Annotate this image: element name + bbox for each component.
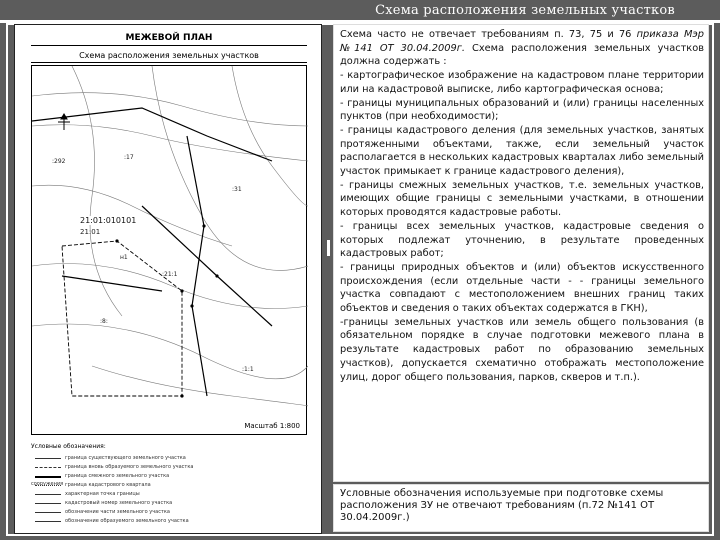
map-label: :31 [232, 186, 242, 193]
map-scale: Масштаб 1:800 [244, 422, 300, 430]
map-legend [31, 443, 307, 527]
panel-divider [327, 240, 330, 256]
legend-title: Условные обозначения: [31, 443, 106, 450]
legend-tag: сооружения [31, 481, 64, 487]
intro-paragraph: Схема часто не отвечает требованиям п. 73, 75 и 76 приказа Мэр №141 ОТ 30.04.2009г. Схема расположения земельных участков должна содержать : [340, 29, 704, 68]
map-label: :21:1 [162, 271, 178, 278]
cadastral-map [31, 65, 307, 435]
map-label: :8: [100, 318, 108, 325]
legend-item: обозначение части земельного участка [31, 507, 307, 516]
map-label: :17 [124, 154, 134, 161]
requirement-item: - границы природных объектов и (или) объектов искусственного происхождения (если отдельные части - - границы земельного участка совпадают с местоположением внешних границ таких объектов и сведения о таких объектах содержатся в ГКН), [340, 261, 704, 315]
map-label: 21:01 [80, 228, 101, 236]
requirements-text-panel [333, 24, 709, 482]
requirement-item: - границы муниципальных образований и (или) границы населенных пунктов (при необходимости); [340, 97, 704, 123]
legend-item: кадастровый номер земельного участка [31, 498, 307, 507]
document-header: МЕЖЕВОЙ ПЛАН [31, 31, 307, 46]
legend-item: граница смежного земельного участка [31, 471, 307, 480]
boundary-plan-document [14, 24, 322, 534]
requirement-item: - границы кадастрового деления (для земельных участков, занятых протяженными объектами, также, если земельный участок располагается в нескольких кадастровых кварталах либо земельный участок примыкает к границе кадастрового деления), [340, 124, 704, 178]
legend-item: граница кадастрового квартала [31, 480, 307, 489]
requirement-item: - картографическое изображение на кадастровом плане территории или на кадастровой выписке, либо картографическая основа; [340, 70, 704, 95]
map-label: н1 [120, 254, 128, 261]
legend-item: характерная точка границы [31, 489, 307, 498]
legend-item: граница вновь образуемого земельного участка [31, 462, 307, 471]
map-drawing [32, 66, 308, 436]
map-label: :292 [52, 158, 66, 165]
legend-item: обозначение образуемого земельного участка [31, 516, 307, 525]
order-reference: приказа Мэр №141 ОТ 30.04.2009г. [340, 29, 704, 54]
map-label: :1:1 [242, 366, 254, 373]
legend-item: граница существующего земельного участка [31, 453, 307, 462]
cadastral-number: 21:01:010101 [80, 216, 137, 225]
requirement-item: - границы смежных земельных участков, т.е. земельных участков, имеющих общие границы с земельными участками, в отношении которых проводятся кадастровые работы. [340, 179, 704, 219]
document-subheader: Схема расположения земельных участков [31, 49, 307, 63]
requirement-item: - границы всех земельных участков, кадастровые сведения о которых подлежат уточнению, в результате проведенных кадастровых работ; [340, 220, 704, 260]
requirement-item: -границы земельных участков или земель общего пользования (в обязательном порядке в случае подготовки межевого плана в результате кадастровых работ по образованию земельных участков), допускается схематично отображать местоположение улиц, дорог общего пользования, парков, скверов и т.п.). [340, 316, 704, 383]
legend-note-panel: Условные обозначения используемые при подготовке схемы расположения ЗУ не отвечают требованиям (п.72 №141 ОТ 30.04.2009г.) [333, 484, 709, 532]
slide-title: Схема расположения земельных участков [375, 3, 675, 18]
